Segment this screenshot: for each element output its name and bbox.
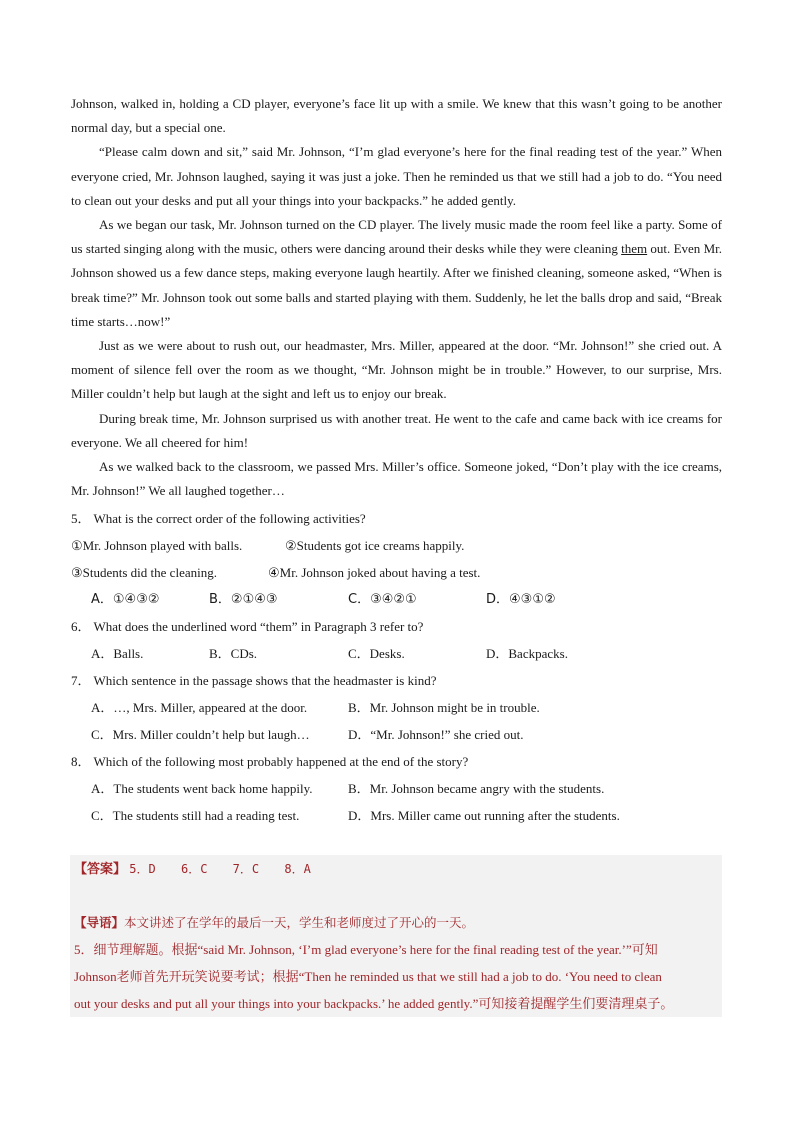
q5-option-d[interactable]: D．④③①② — [486, 592, 556, 608]
question-7-options-row-1 — [71, 694, 722, 721]
paragraph-0: Johnson, walked in, holding a CD player, everyone’s face lit up with a smile. We knew that this wasn’t going to be another normal day, but a special one. — [71, 96, 722, 136]
paragraph-3: Just as we were about to rush out, our headmaster, Mrs. Miller, appeared at the door. “Mr. Johnson!” she cried out. A moment of silence fell over the room as we thought, “Mr. Johnson might be in trouble.” However, to our surprise, Mrs. Miller couldn’t help but laugh at the sight and left us to enjoy our break. — [71, 338, 722, 402]
answer-8: 8．A — [284, 862, 311, 876]
passage — [71, 92, 722, 829]
activity-3: ③Students did the cleaning. — [71, 565, 217, 581]
activity-4: ④Mr. Johnson joked about having a test. — [268, 565, 481, 581]
question-6-options — [71, 640, 722, 667]
q7-option-a[interactable]: A．…, Mrs. Miller, appeared at the door. — [91, 700, 308, 716]
paragraph-2-after: out. Even Mr. Johnson showed us a few dance steps, making everyone laugh heartily. After we finished cleaning, someone asked, “When is break time?” Mr. Johnson took out some balls and started playing with them. Suddenly, he let the balls drop and said, “Break time starts…now!” — [71, 241, 723, 329]
guide-label: 【导语】 — [74, 915, 125, 930]
answer-line — [74, 859, 333, 880]
q7-option-d[interactable]: D．“Mr. Johnson!” she cried out. — [348, 727, 524, 743]
q7-option-b[interactable]: B．Mr. Johnson might be in trouble. — [348, 700, 540, 716]
q6-option-b[interactable]: B．CDs. — [209, 646, 258, 662]
paragraph-2 — [71, 213, 722, 334]
q5-option-a[interactable]: A．①④③② — [91, 592, 160, 608]
paragraph-2-before: As we began our task, Mr. Johnson turned on the CD player. The lively music made the room feel like a party. Some of us started singing along with the music, others were dancing around their desks while they were cleaning — [71, 217, 722, 257]
question-5-options — [71, 586, 722, 613]
explanation-line-2: Johnson老师首先开玩笑说要考试；根据“Then he reminded us that we still had a job to do. ‘You need to clean — [74, 969, 662, 984]
question-5 — [71, 505, 722, 613]
question-6 — [71, 613, 722, 667]
question-7 — [71, 667, 722, 748]
q8-option-a[interactable]: A．The students went back home happily. — [91, 781, 313, 797]
question-7-stem: 7． Which sentence in the passage shows that the headmaster is kind? — [71, 673, 437, 689]
q6-option-d[interactable]: D．Backpacks. — [486, 646, 568, 662]
question-6-stem: 6． What does the underlined word “them” in Paragraph 3 refer to? — [71, 619, 424, 635]
paragraph-4: During break time, Mr. Johnson surprised us with another treat. He went to the cafe and came back with ice creams for everyone. We all cheered for him! — [71, 410, 722, 450]
question-8 — [71, 748, 722, 829]
q6-option-c[interactable]: C．Desks. — [348, 646, 405, 662]
activity-2: ②Students got ice creams happily. — [285, 538, 465, 554]
explanation-line-1: 5．细节理解题。根据“said Mr. Johnson, ‘I’m glad everyone’s here for the final reading test of the year.’”可知 — [74, 942, 658, 957]
q8-option-c[interactable]: C．The students still had a reading test. — [91, 808, 300, 824]
question-8-options-row-1 — [71, 775, 722, 802]
activity-1: ①Mr. Johnson played with balls. — [71, 538, 243, 554]
underlined-word-them: them — [621, 241, 648, 257]
answer-section — [70, 855, 722, 1017]
q5-option-b[interactable]: B．②①④③ — [209, 592, 278, 608]
answer-6: 6．C — [180, 862, 208, 876]
guide-section — [74, 909, 720, 1017]
q7-option-c[interactable]: C．Mrs. Miller couldn’t help but laugh… — [91, 727, 310, 743]
guide-summary-line — [74, 909, 720, 936]
q8-option-d[interactable]: D．Mrs. Miller came out running after the students. — [348, 808, 620, 824]
question-5-acts-row-2 — [71, 559, 722, 586]
guide-summary: 本文讲述了在学年的最后一天，学生和老师度过了开心的一天。 — [124, 915, 475, 930]
question-8-options-row-2 — [71, 802, 722, 829]
answer-7: 7．C — [232, 862, 260, 876]
q8-option-b[interactable]: B．Mr. Johnson became angry with the students. — [348, 781, 605, 797]
question-5-acts-row-1 — [71, 532, 722, 559]
question-5-stem: 5． What is the correct order of the following activities? — [71, 511, 366, 527]
q5-option-c[interactable]: C．③④②① — [348, 592, 417, 608]
question-8-stem: 8． Which of the following most probably happened at the end of the story? — [71, 754, 469, 770]
explanation-line-3: out your desks and put all your things into your backpacks.’ he added gently.”可知接着提醒学生们要清理桌子。 — [74, 996, 674, 1011]
q6-option-a[interactable]: A．Balls. — [91, 646, 144, 662]
paragraph-5: As we walked back to the classroom, we passed Mrs. Miller’s office. Someone joked, “Don’t play with the ice creams, Mr. Johnson!” We all laughed together… — [71, 459, 722, 499]
answer-5: 5．D — [129, 862, 156, 876]
paragraph-1: “Please calm down and sit,” said Mr. Johnson, “I’m glad everyone’s here for the final reading test of the year.” When everyone cried, Mr. Johnson laughed, saying it was just a joke. Then he reminded us that we still had a job to do. “You need to clean out your desks and put all your things into your backpacks.” he added gently. — [71, 144, 722, 208]
answer-label: 【答案】 — [74, 862, 127, 877]
question-7-options-row-2 — [71, 721, 722, 748]
